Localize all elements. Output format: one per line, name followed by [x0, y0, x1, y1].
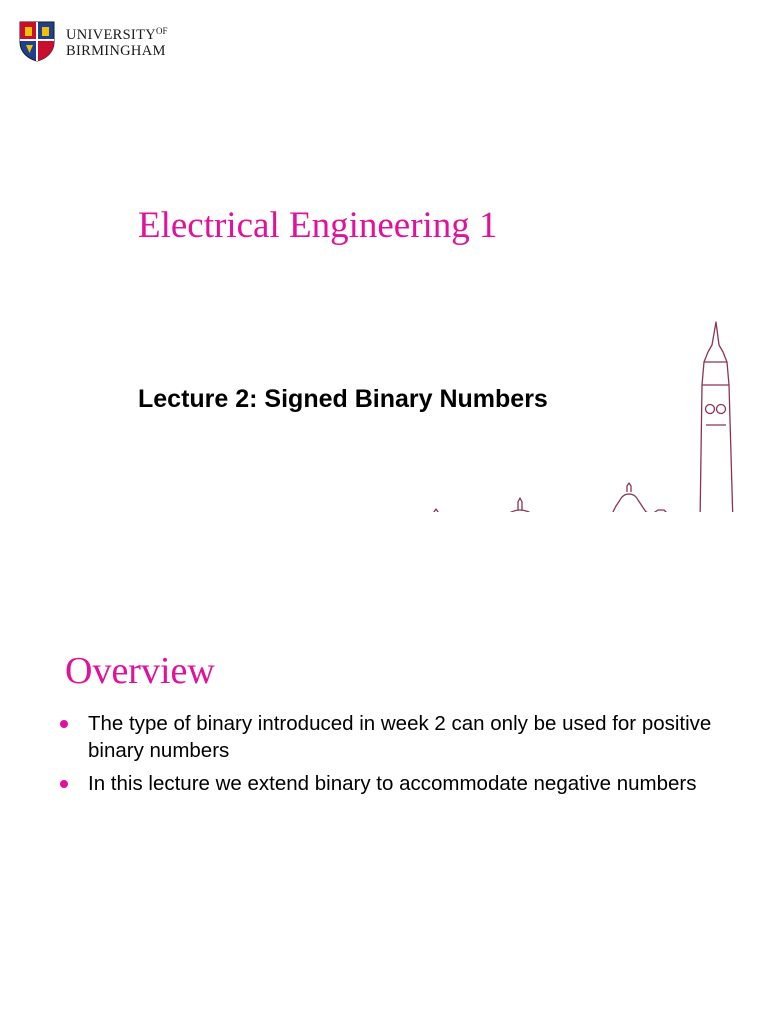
list-item: [58, 770, 738, 797]
overview-heading: Overview: [65, 650, 215, 692]
logo-line-2: BIRMINGHAM: [66, 43, 166, 59]
university-logo: [18, 20, 168, 62]
university-crest-icon: [18, 20, 56, 62]
list-item: [58, 710, 738, 764]
course-title: Electrical Engineering 1: [138, 205, 498, 246]
bullet-text: The type of binary introduced in week 2 can only be used for positive binary numbers: [88, 712, 712, 762]
bullet-dot-icon: [60, 780, 68, 788]
logo-line-1: UNIVERSITY: [66, 27, 156, 43]
bullet-text: In this lecture we extend binary to accommodate negative numbers: [88, 772, 697, 795]
overview-slide: [0, 512, 768, 1024]
bullet-dot-icon: [60, 720, 68, 728]
logo-of: OF: [156, 26, 168, 36]
lecture-subtitle: Lecture 2: Signed Binary Numbers: [138, 385, 548, 413]
university-wordmark: [66, 23, 168, 59]
overview-bullet-list: [58, 710, 738, 803]
